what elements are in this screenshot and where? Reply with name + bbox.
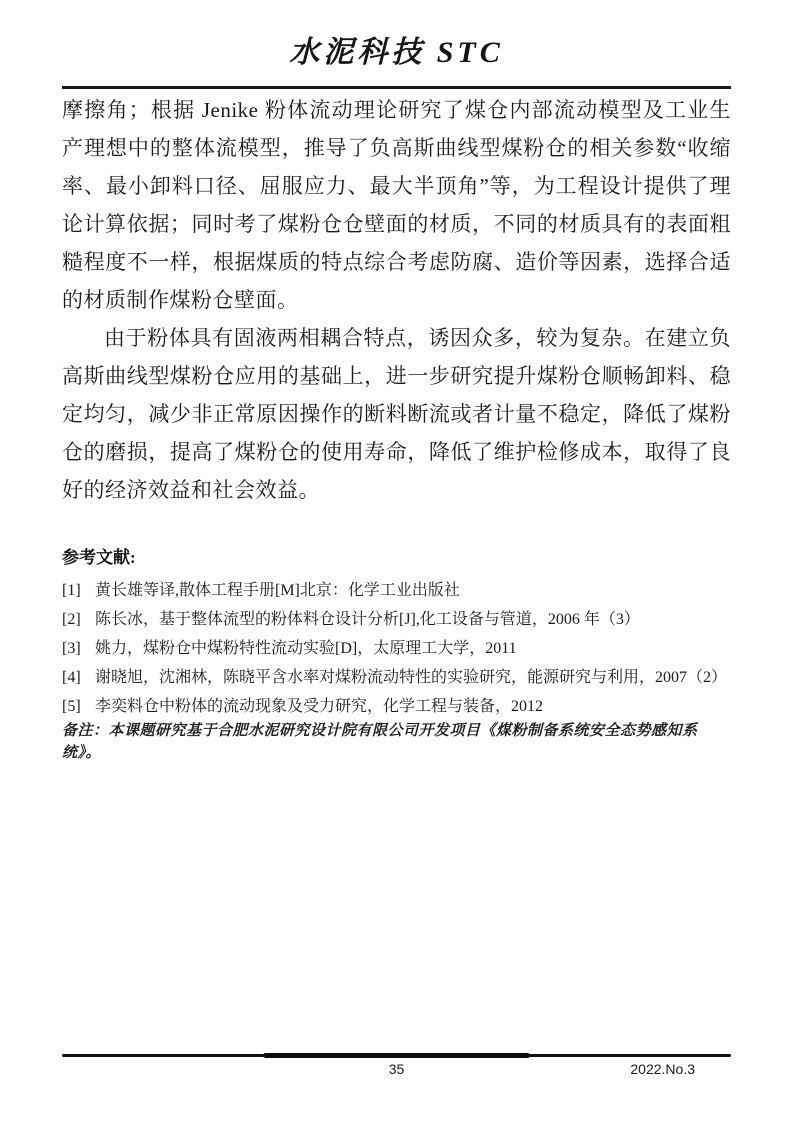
reference-text: 谢晓旭，沈湘林，陈晓平含水率对煤粉流动特性的实验研究，能源研究与利用，2007（2）	[95, 669, 728, 686]
footer-rule	[62, 1054, 731, 1057]
references-section	[62, 546, 731, 721]
reference-item	[62, 634, 731, 663]
issue-number: 2022.No.3	[630, 1061, 695, 1077]
body-paragraph-2: 由于粉体具有固液两相耦合特点，诱因众多，较为复杂。在建立负高斯曲线型煤粉仓应用的基础上，进一步研究提升煤粉仓顺畅卸料、稳定均匀，减少非正常原因操作的断料断流或者计量不稳定，降低了煤粉仓的磨损，提高了煤粉仓的使用寿命，降低了维护检修成本，取得了良好的经济效益和社会效益。	[62, 326, 731, 502]
reference-text: 陈长冰，基于整体流型的粉体料仓设计分析[J],化工设备与管道，2006 年（3）	[95, 611, 640, 628]
header-rule	[62, 86, 731, 89]
references-heading: 参考文献:	[62, 548, 136, 567]
reference-item	[62, 576, 731, 605]
reference-label: [2]	[62, 611, 81, 628]
reference-text: 黄长雄等译,散体工程手册[M]北京：化学工业出版社	[95, 582, 460, 599]
journal-title: 水泥科技 STC	[289, 36, 504, 69]
reference-item	[62, 692, 731, 721]
page-number: 35	[388, 1061, 405, 1077]
reference-label: [5]	[62, 698, 81, 715]
reference-label: [1]	[62, 582, 81, 599]
reference-text: 姚力，煤粉仓中煤粉特性流动实验[D]，太原理工大学，2011	[95, 640, 517, 657]
reference-item	[62, 663, 731, 692]
body-paragraph-1: 摩擦角；根据 Jenike 粉体流动理论研究了煤仓内部流动模型及工业生产理想中的整体流模型，推导了负高斯曲线型煤粉仓的相关参数“收缩率、最小卸料口径、屈服应力、最大半顶角”等，为工程设计提供了理论计算依据；同时考了煤粉仓仓壁面的材质，不同的材质具有的表面粗糙程度不一样，根据煤质的特点综合考虑防腐、造价等因素，选择合适的材质制作煤粉仓壁面。	[62, 98, 731, 312]
note: 备注：本课题研究基于合肥水泥研究设计院有限公司开发项目《煤粉制备系统安全态势感知系统》。	[62, 723, 698, 761]
article-body	[62, 91, 731, 509]
reference-item	[62, 605, 731, 634]
reference-label: [4]	[62, 669, 81, 686]
reference-text: 李奕料仓中粉体的流动现象及受力研究，化学工程与装备，2012	[95, 698, 544, 715]
reference-label: [3]	[62, 640, 81, 657]
